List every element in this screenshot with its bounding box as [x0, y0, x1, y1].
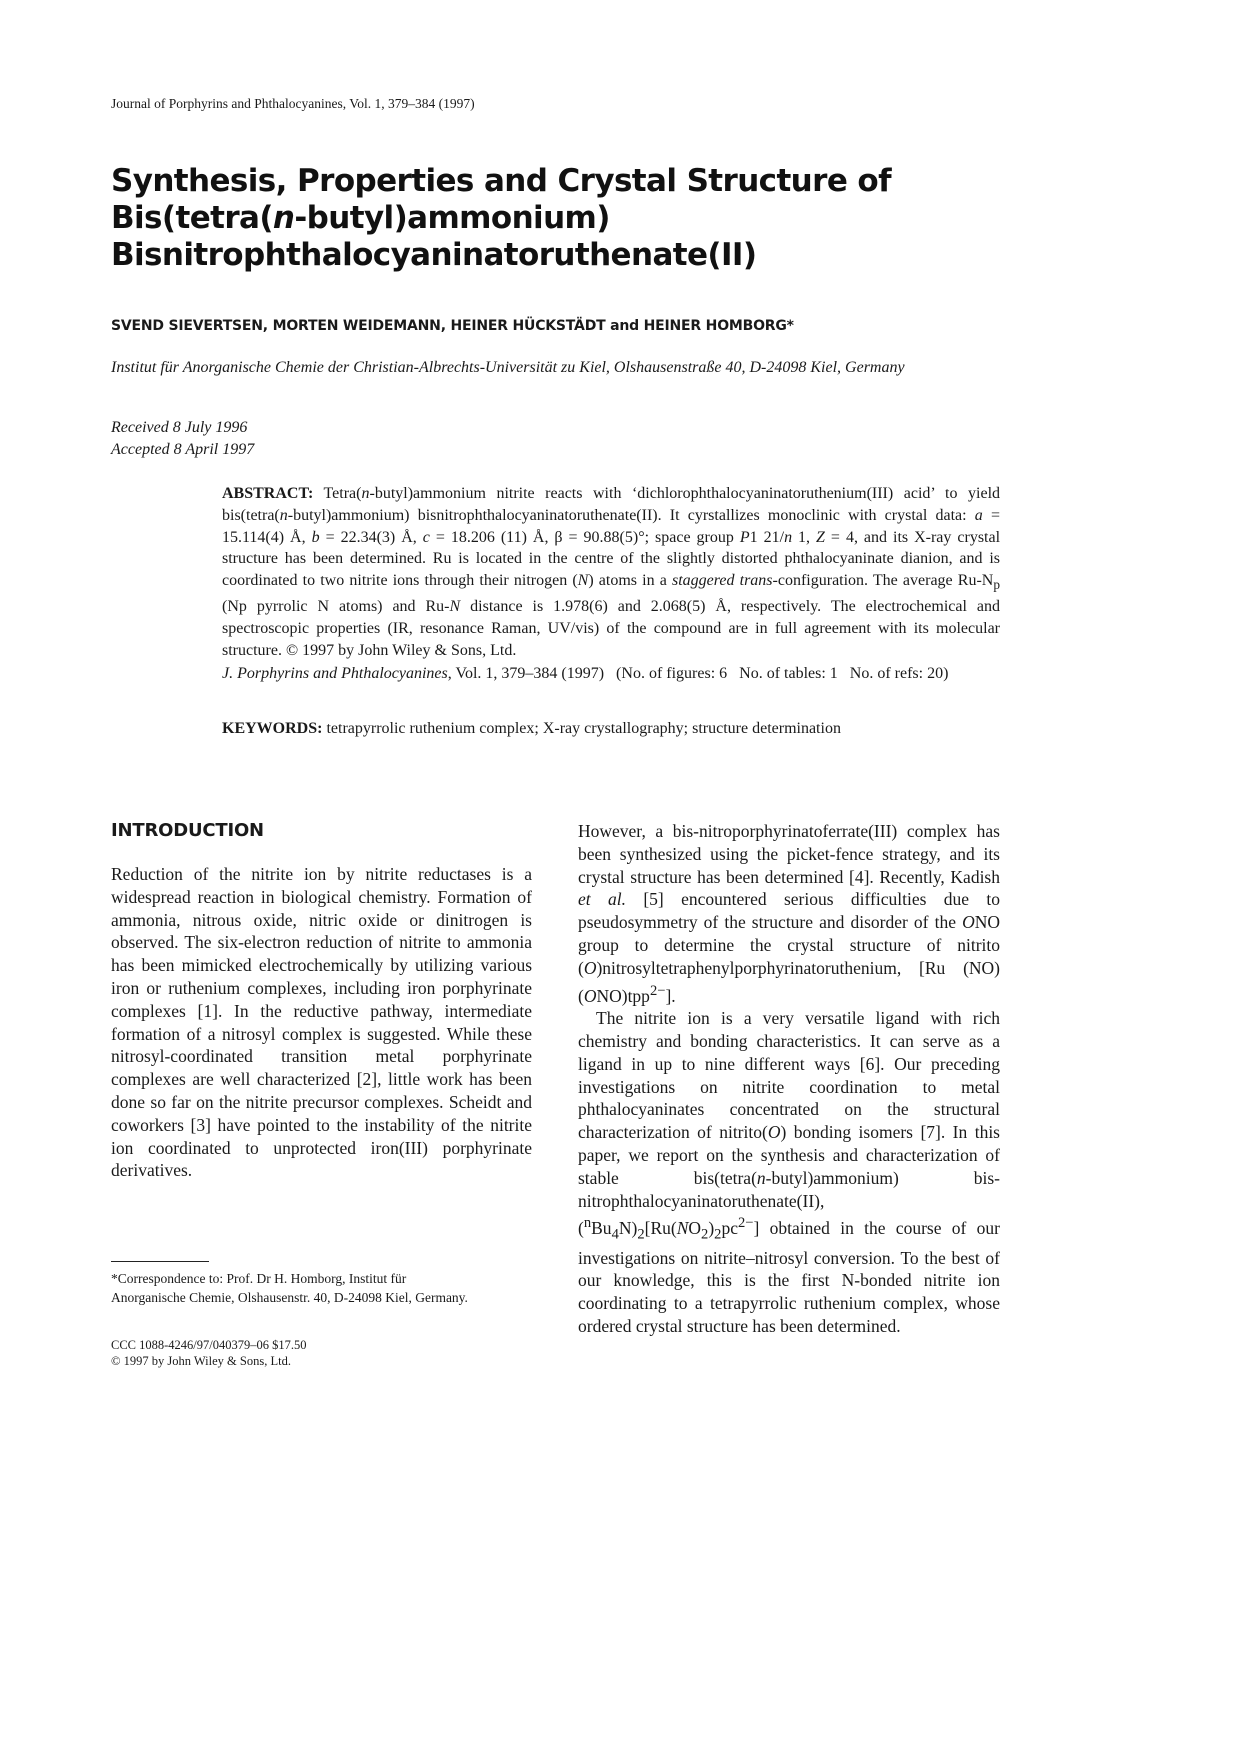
keywords-label: KEYWORDS:	[222, 720, 323, 737]
keywords	[222, 718, 1000, 739]
abstract-label: ABSTRACT:	[222, 485, 314, 502]
body-paragraph: However, a bis-nitroporphyrinatoferrate(III) complex has been synthesized using the picket-fence strategy, and its crystal structure has been determined [4]. Recently, Kadish et al. [5] encountered serious difficulties due to pseudosymmetry of the structure and disorder of the ONO group to determine the crystal structure of nitrito (O)nitrosyltetraphenylporphyrinatoruthenium, [Ru (NO)(ONO)tpp$^{2-}$].	[578, 821, 1000, 1006]
copyright-block	[111, 1337, 307, 1369]
introduction-right-column	[578, 820, 1000, 1338]
copyright-line: © 1997 by John Wiley & Sons, Ltd.	[111, 1354, 291, 1368]
footnote-divider	[111, 1261, 209, 1262]
keywords-text: tetrapyrrolic ruthenium complex; X-ray crystallography; structure determination	[322, 720, 841, 737]
introduction-left-column: Reduction of the nitrite ion by nitrite reductases is a widespread reaction in biological chemistry. Formation of ammonia, nitrous oxide, nitric oxide or dinitrogen is observed. The six-electron reduction of nitrite to ammonia has been mimicked electrochemically by utilizing various iron or ruthenium complexes, including iron porphyrinate complexes [1]. In the reductive pathway, intermediate formation of a nitrosyl complex is suggested. While these nitrosyl-coordinated transition metal porphyrinate complexes are well characterized [2], little work has been done so far on the nitrite precursor complexes. Scheidt and coworkers [3] have pointed to the instability of the nitrite ion coordinated to unprotected iron(III) porphyrinate derivatives.	[111, 864, 532, 1181]
journal-running-head: Journal of Porphyrins and Phthalocyanines, Vol. 1, 379–384 (1997)	[111, 96, 475, 111]
abstract	[222, 483, 1000, 662]
author-list: SVEND SIEVERTSEN, MORTEN WEIDEMANN, HEINER HÜCKSTÄDT and HEINER HOMBORG*	[111, 318, 794, 334]
introduction-heading: INTRODUCTION	[111, 820, 264, 841]
correspondence-footnote: *Correspondence to: Prof. Dr H. Homborg, Institut für Anorganische Chemie, Olshausenstr. 40, D-24098 Kiel, Germany.	[111, 1271, 468, 1305]
ccc-code: CCC 1088-4246/97/040379–06 $17.50	[111, 1338, 307, 1352]
author-affiliation: Institut für Anorganische Chemie der Christian-Albrechts-Universität zu Kiel, Olshausenstraße 40, D-24098 Kiel, Germany	[111, 359, 905, 376]
received-date: Received 8 July 1996	[111, 419, 248, 436]
accepted-date: Accepted 8 April 1997	[111, 441, 255, 458]
citation-line: J. Porphyrins and Phthalocyanines, Vol. 1, 379–384 (1997) (No. of figures: 6 No. of tables: 1 No. of refs: 20)	[222, 665, 949, 682]
body-paragraph: The nitrite ion is a very versatile ligand with rich chemistry and bonding characteristics. It can serve as a ligand in up to nine different ways [6]. Our preceding investigations on nitrite coordination to metal phthalocyaninates concentrated on the structural characterization of nitrito(O) bonding isomers [7]. In this paper, we report on the synthesis and characterization of stable bis(tetra(n-butyl)ammonium) bis-nitrophthalocyaninatoruthenate(II), $(^nBu_4N)_2[Ru(NO_2)_2pc^{2-}]$ obtained in the course of our investigations on nitrite–nitrosyl conversion. To the best of our knowledge, this is the first N-bonded nitrite ion coordinating to a tetrapyrrolic ruthenium complex, whose ordered crystal structure has been determined.	[578, 1008, 1000, 1336]
article-title: Synthesis, Properties and Crystal Structure of Bis(tetra(n-butyl)ammonium) Bisnitrophthalocyaninatoruthenate(II)	[111, 163, 892, 273]
abstract-body: Tetra(n-butyl)ammonium nitrite reacts with ‘dichlorophthalocyaninatoruthenium(III) acid’ to yield bis(tetra(n-butyl)ammonium) bisnitrophthalocyaninatoruthenate(II). It cyrstallizes monoclinic with crystal data: a = 15.114(4) Å, b = 22.34(3) Å, c = 18.206 (11) Å, β = 90.88(5)°; space group P1 21/n 1, Z = 4, and its X-ray crystal structure has been determined. Ru is located in the centre of the slightly distorted phthalocyaninate dianion, and is coordinated to two nitrite ions through their nitrogen (N) atoms in a staggered trans-configuration. The average $Ru-N_p$ (Np pyrrolic N atoms) and Ru-N distance is 1.978(6) and 2.068(5) Å, respectively. The electrochemical and spectroscopic properties (IR, resonance Raman, UV/vis) of the compound are in full agreement with its molecular structure. © 1997 by John Wiley & Sons, Ltd.	[222, 485, 1001, 659]
submission-dates	[111, 417, 254, 461]
